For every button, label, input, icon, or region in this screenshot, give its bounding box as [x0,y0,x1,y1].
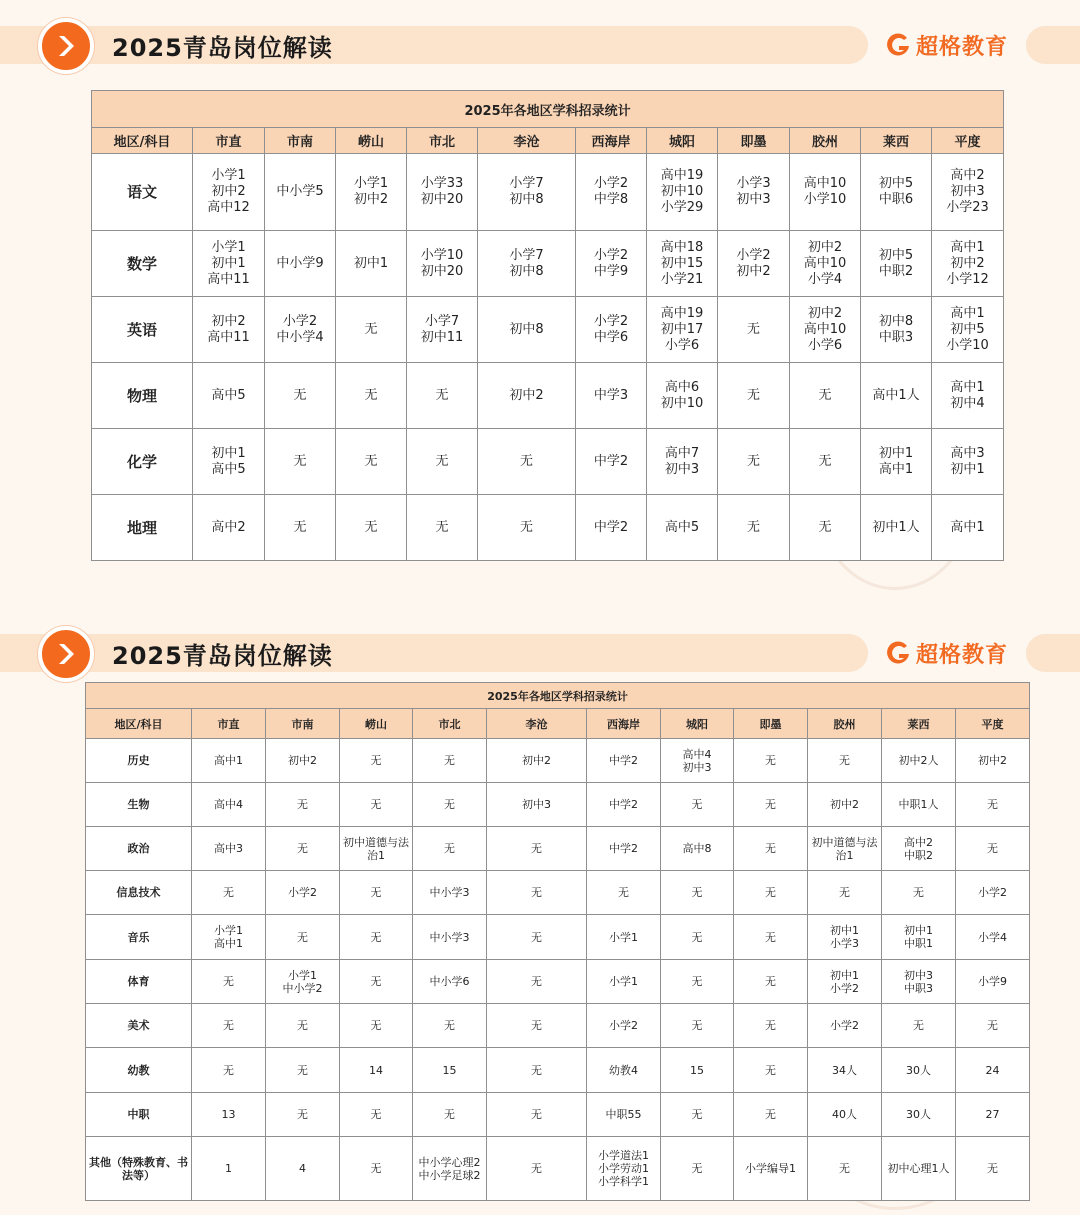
table-cell: 高中3 初中1 [932,429,1004,495]
table-cell: 30人 [882,1048,956,1093]
table-cell: 幼教4 [587,1048,661,1093]
table-cell: 30人 [882,1093,956,1137]
column-header: 地区/科目 [92,128,193,154]
table-cell: 15 [413,1048,487,1093]
column-header: 崂山 [336,128,407,154]
subject-cell: 中职 [86,1093,192,1137]
table-cell: 15 [661,1048,734,1093]
subject-cell: 地理 [92,495,193,561]
table-cell: 无 [478,429,576,495]
table-cell: 小学2 中学8 [576,154,647,231]
column-header: 胶州 [808,709,882,739]
table-cell: 无 [192,1004,266,1048]
table-cell: 初中1 小学2 [808,960,882,1004]
column-header: 地区/科目 [86,709,192,739]
table-cell: 初中1 小学3 [808,915,882,960]
table-cell: 小学3 初中3 [718,154,790,231]
table-cell: 初中2 [478,363,576,429]
table-cell: 初中道德与法 治1 [340,827,413,871]
table-cell: 高中7 初中3 [647,429,718,495]
logo-text: 超格教育 [916,34,1009,60]
table-cell: 无 [192,1048,266,1093]
table-cell: 高中19 初中17 小学6 [647,297,718,363]
table-cell: 初中2人 [882,739,956,783]
chevron-right-icon [38,18,94,74]
table-cell: 无 [413,783,487,827]
column-header: 市南 [265,128,336,154]
table-cell: 无 [956,1004,1030,1048]
table-cell: 初中2 [808,783,882,827]
table-cell: 14 [340,1048,413,1093]
table-cell: 高中1 [192,739,266,783]
column-header: 即墨 [718,128,790,154]
column-header: 市北 [407,128,478,154]
table-cell: 无 [587,871,661,915]
table-cell: 初中5 中职6 [861,154,932,231]
table-cell: 中学2 [587,739,661,783]
table-cell: 无 [336,363,407,429]
table-cell: 小学1 高中1 [192,915,266,960]
table-cell: 无 [266,827,340,871]
header-row [86,709,1030,739]
table-cell: 中学3 [576,363,647,429]
table-cell: 高中1 初中2 小学12 [932,231,1004,297]
table-cell: 高中1 [932,495,1004,561]
table-cell: 无 [192,871,266,915]
table-cell: 无 [487,871,587,915]
table-cell: 无 [661,915,734,960]
table-cell: 无 [407,429,478,495]
table-cell: 无 [882,1004,956,1048]
table-row [86,960,1030,1004]
table-cell: 无 [734,1048,808,1093]
table-cell: 中职55 [587,1093,661,1137]
header-row [92,128,1004,154]
logo [884,29,1008,61]
table-cell: 无 [734,1004,808,1048]
table-cell: 无 [266,783,340,827]
table-cell: 小学33 初中20 [407,154,478,231]
table-cell: 无 [661,783,734,827]
table-cell: 中小学9 [265,231,336,297]
header-bar-end [1026,26,1080,64]
header-bar-end [1026,634,1080,672]
table-cell: 无 [265,363,336,429]
table-cell: 无 [661,960,734,1004]
g-logo-icon [884,639,912,667]
table-cell: 中小学心理2 中小学足球2 [413,1137,487,1201]
table-cell: 无 [790,429,861,495]
table-cell: 小学7 初中8 [478,154,576,231]
table-cell: 无 [487,1048,587,1093]
column-header: 城阳 [647,128,718,154]
table-cell: 27 [956,1093,1030,1137]
table-row [92,363,1004,429]
table-cell: 初中2 高中10 小学4 [790,231,861,297]
g-logo-icon [884,31,912,59]
subject-cell: 其他（特殊教育、书 法等） [86,1137,192,1201]
table-cell: 13 [192,1093,266,1137]
table-cell: 小学2 [956,871,1030,915]
table-cell: 高中4 [192,783,266,827]
table-cell: 无 [340,915,413,960]
table-cell: 初中1 [336,231,407,297]
column-header: 李沧 [478,128,576,154]
table-cell: 高中5 [647,495,718,561]
table-cell: 小学1 [587,915,661,960]
table-cell: 中学2 [576,429,647,495]
table-cell: 小学4 [956,915,1030,960]
table-cell: 小学1 [587,960,661,1004]
table-cell: 高中6 初中10 [647,363,718,429]
table-cell: 初中5 中职2 [861,231,932,297]
column-header: 莱西 [882,709,956,739]
recruitment-table-2 [85,682,1030,1201]
table-cell: 无 [336,429,407,495]
table-cell: 1 [192,1137,266,1201]
table-caption: 2025年各地区学科招录统计 [92,91,1004,128]
table-cell: 无 [340,1004,413,1048]
table-cell: 中小学3 [413,915,487,960]
table-cell: 初中道德与法 治1 [808,827,882,871]
table-cell: 初中2 [487,739,587,783]
table-cell: 小学2 中小学4 [265,297,336,363]
section-header-2 [0,608,1080,688]
table-cell: 无 [340,783,413,827]
table-cell: 小学7 初中11 [407,297,478,363]
table-cell: 无 [661,1093,734,1137]
table-cell: 无 [661,1137,734,1201]
table-cell: 无 [956,783,1030,827]
table-cell: 无 [734,915,808,960]
table-cell: 小学1 初中1 高中11 [193,231,265,297]
table-cell: 无 [413,739,487,783]
table-cell: 初中8 中职3 [861,297,932,363]
page-title: 2025青岛岗位解读 [112,34,333,62]
table-cell: 高中8 [661,827,734,871]
table-cell: 无 [478,495,576,561]
table-cell: 初中1 高中1 [861,429,932,495]
table-cell: 无 [487,1137,587,1201]
column-header: 平度 [932,128,1004,154]
table-row [86,1137,1030,1201]
table-cell: 24 [956,1048,1030,1093]
logo [884,637,1008,669]
table-cell: 中小学5 [265,154,336,231]
table-row [86,827,1030,871]
subject-cell: 语文 [92,154,193,231]
page-title: 2025青岛岗位解读 [112,642,333,670]
table-cell: 初中3 [487,783,587,827]
table-row [86,739,1030,783]
table-cell: 无 [407,363,478,429]
table-cell: 初中2 高中11 [193,297,265,363]
table-cell: 无 [734,739,808,783]
table-cell: 小学9 [956,960,1030,1004]
table-cell: 小学道法1 小学劳动1 小学科学1 [587,1137,661,1201]
column-header: 西海岸 [576,128,647,154]
table-cell: 无 [336,297,407,363]
table-cell: 无 [266,915,340,960]
subject-cell: 历史 [86,739,192,783]
table-cell: 中职1人 [882,783,956,827]
subject-cell: 数学 [92,231,193,297]
table-cell: 中小学3 [413,871,487,915]
table-cell: 无 [265,495,336,561]
table-cell: 无 [266,1004,340,1048]
table-cell: 小学编导1 [734,1137,808,1201]
table-cell: 小学2 [587,1004,661,1048]
column-header: 市直 [193,128,265,154]
subject-cell: 生物 [86,783,192,827]
table-cell: 初中3 中职3 [882,960,956,1004]
table-cell: 无 [734,960,808,1004]
table-cell: 无 [718,429,790,495]
subject-cell: 化学 [92,429,193,495]
subject-cell: 信息技术 [86,871,192,915]
subject-cell: 政治 [86,827,192,871]
table-cell: 无 [790,495,861,561]
table-cell: 小学7 初中8 [478,231,576,297]
table-cell: 高中2 初中3 小学23 [932,154,1004,231]
column-header: 城阳 [661,709,734,739]
table-cell: 初中1 中职1 [882,915,956,960]
column-header: 平度 [956,709,1030,739]
table-cell: 初中2 [266,739,340,783]
subject-cell: 体育 [86,960,192,1004]
table-caption: 2025年各地区学科招录统计 [86,683,1030,709]
table-cell: 小学1 初中2 [336,154,407,231]
column-header: 市直 [192,709,266,739]
column-header: 西海岸 [587,709,661,739]
table-cell: 无 [407,495,478,561]
table-cell: 4 [266,1137,340,1201]
table-cell: 无 [734,1093,808,1137]
table-cell: 高中1 初中5 小学10 [932,297,1004,363]
table-cell: 无 [340,739,413,783]
table-cell: 小学2 初中2 [718,231,790,297]
table-cell: 无 [808,739,882,783]
table-cell: 无 [340,1093,413,1137]
logo-text: 超格教育 [916,642,1009,668]
table-row [92,495,1004,561]
column-header: 李沧 [487,709,587,739]
subject-cell: 美术 [86,1004,192,1048]
table-row [86,871,1030,915]
table-cell: 无 [718,297,790,363]
table-cell: 小学10 初中20 [407,231,478,297]
column-header: 市北 [413,709,487,739]
subject-cell: 英语 [92,297,193,363]
column-header: 即墨 [734,709,808,739]
table-cell: 无 [487,915,587,960]
table-cell: 小学2 中学9 [576,231,647,297]
table-cell: 无 [340,1137,413,1201]
table-row [92,429,1004,495]
table-cell: 高中2 中职2 [882,827,956,871]
table-row [86,915,1030,960]
table-cell: 无 [956,1137,1030,1201]
table-cell: 无 [734,827,808,871]
table-cell: 高中4 初中3 [661,739,734,783]
table-cell: 中小学6 [413,960,487,1004]
table-cell: 无 [882,871,956,915]
subject-cell: 音乐 [86,915,192,960]
table-cell: 无 [192,960,266,1004]
table-cell: 小学1 中小学2 [266,960,340,1004]
table-cell: 无 [340,871,413,915]
table-cell: 无 [790,363,861,429]
table-cell: 无 [734,871,808,915]
table-cell: 无 [413,827,487,871]
table-row [86,1048,1030,1093]
table-cell: 高中18 初中15 小学21 [647,231,718,297]
table-cell: 中学2 [587,827,661,871]
table-cell: 无 [336,495,407,561]
table-cell: 无 [661,1004,734,1048]
table-cell: 初中1 高中5 [193,429,265,495]
table-cell: 高中19 初中10 小学29 [647,154,718,231]
table-cell: 小学2 [808,1004,882,1048]
table-cell: 初中1人 [861,495,932,561]
table-cell: 40人 [808,1093,882,1137]
table-cell: 小学2 [266,871,340,915]
column-header: 胶州 [790,128,861,154]
table-cell: 高中10 小学10 [790,154,861,231]
table-cell: 高中3 [192,827,266,871]
table-cell: 无 [734,783,808,827]
recruitment-table-1 [91,90,1004,561]
table-cell: 无 [340,960,413,1004]
table-cell: 初中2 [956,739,1030,783]
table-cell: 中学2 [587,783,661,827]
chevron-right-icon [38,626,94,682]
table-cell: 无 [718,363,790,429]
table-cell: 无 [808,871,882,915]
table-cell: 无 [265,429,336,495]
table-cell: 无 [413,1004,487,1048]
table-cell: 高中2 [193,495,265,561]
table-cell: 无 [808,1137,882,1201]
table-cell: 无 [266,1093,340,1137]
table-cell: 高中1人 [861,363,932,429]
table-cell: 初中8 [478,297,576,363]
column-header: 市南 [266,709,340,739]
table-cell: 无 [413,1093,487,1137]
table-row [86,1093,1030,1137]
table-cell: 无 [487,1004,587,1048]
table-cell: 初中2 高中10 小学6 [790,297,861,363]
column-header: 崂山 [340,709,413,739]
table-cell: 高中1 初中4 [932,363,1004,429]
table-cell: 初中心理1人 [882,1137,956,1201]
table-row [86,783,1030,827]
table-row [92,154,1004,231]
subject-cell: 幼教 [86,1048,192,1093]
table-row [92,231,1004,297]
table-cell: 中学2 [576,495,647,561]
table-cell: 无 [661,871,734,915]
table-cell: 无 [487,960,587,1004]
table-cell: 34人 [808,1048,882,1093]
table-cell: 无 [956,827,1030,871]
table-cell: 小学2 中学6 [576,297,647,363]
table-cell: 无 [718,495,790,561]
table-cell: 无 [487,1093,587,1137]
column-header: 莱西 [861,128,932,154]
table-cell: 高中5 [193,363,265,429]
table-cell: 小学1 初中2 高中12 [193,154,265,231]
table-cell: 无 [266,1048,340,1093]
subject-cell: 物理 [92,363,193,429]
table-row [92,297,1004,363]
table-row [86,1004,1030,1048]
section-header-1 [0,0,1080,80]
table-cell: 无 [487,827,587,871]
